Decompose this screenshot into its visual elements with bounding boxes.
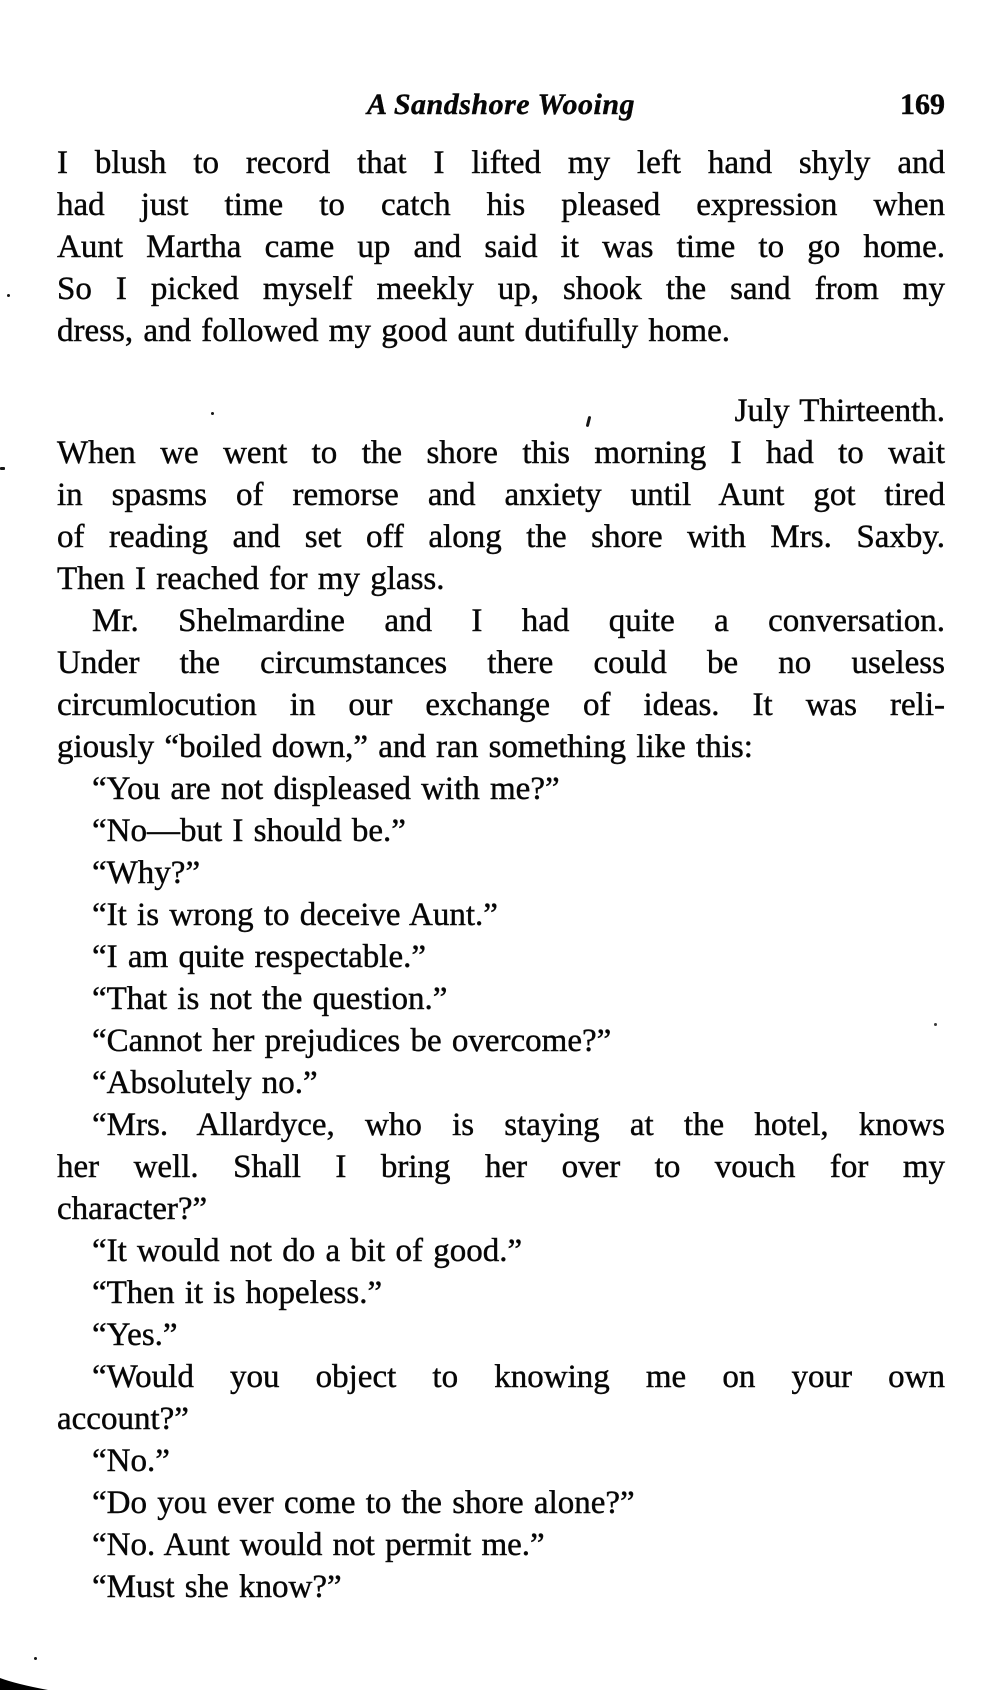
dialogue-paragraph [57,768,945,810]
dialogue-paragraph [57,1020,945,1062]
text-line: of reading and set off along the shore with Mrs. Saxby. [57,519,945,555]
page-number: 169 [900,88,945,121]
dialogue-paragraph [57,936,945,978]
text-line: “No.” [92,1443,170,1479]
dialogue-paragraph [57,1566,945,1608]
dialogue-paragraph [57,1272,945,1314]
text-line: “Mrs. Allardyce, who is staying at the hotel, knows [92,1107,945,1143]
narration-paragraph [57,600,945,768]
text-line: “Why?” [92,855,201,891]
dialogue-paragraph [57,1314,945,1356]
scan-speck [0,467,5,470]
text-line: “I am quite respectable.” [92,939,426,975]
text-line: “That is not the question.” [92,981,448,1017]
text-line: “No—but I should be.” [92,813,406,849]
text-line: July Thirteenth. [734,393,945,429]
text-line: had just time to catch his pleased expression when [57,187,945,223]
text-line: So I picked myself meekly up, shook the sand from my [57,271,945,307]
dialogue-paragraph [57,1230,945,1272]
running-title: A Sandshore Wooing [367,88,635,121]
dialogue-paragraph [57,1104,945,1230]
scan-speck [34,1657,37,1660]
text-line: character?” [57,1191,208,1227]
date-heading [57,390,945,432]
text-line: Then I reached for my glass. [57,561,445,597]
text-line: “Then it is hopeless.” [92,1275,383,1311]
text-line: “No. Aunt would not permit me.” [92,1527,545,1563]
text-line: “Must she know?” [92,1569,342,1605]
dialogue-paragraph [57,1440,945,1482]
dialogue-paragraph [57,1356,945,1440]
scan-speck [7,294,10,297]
dialogue-paragraph [57,894,945,936]
text-line: account?” [57,1401,189,1437]
text-line: giously “boiled down,” and ran something like this: [57,729,753,765]
scan-speck [211,412,214,415]
scan-artifact-corner [0,1675,48,1690]
text-line: circumlocution in our exchange of ideas. It was reli- [57,687,945,723]
text-line: Under the circumstances there could be no useless [57,645,945,681]
text-line: in spasms of remorse and anxiety until Aunt got tired [57,477,945,513]
dialogue-paragraph [57,978,945,1020]
text-line: “Yes.” [92,1317,178,1353]
text-line: When we went to the shore this morning I had to wait [57,435,945,471]
text-line: “Cannot her prejudices be overcome?” [92,1023,612,1059]
text-line: “It is wrong to deceive Aunt.” [92,897,498,933]
text-line: “Absolutely no.” [92,1065,318,1101]
text-line: her well. Shall I bring her over to vouch for my [57,1149,945,1185]
narration-paragraph [57,142,945,352]
text-line: “You are not displeased with me?” [92,771,560,807]
text-line: Aunt Martha came up and said it was time to go home. [57,229,945,265]
dialogue-paragraph [57,1482,945,1524]
text-line: I blush to record that I lifted my left hand shyly and [57,145,945,181]
text-line: Mr. Shelmardine and I had quite a conversation. [92,603,945,639]
text-line: “Would you object to knowing me on your own [92,1359,945,1395]
text-line: dress, and followed my good aunt dutifully home. [57,313,730,349]
dialogue-paragraph [57,810,945,852]
dialogue-paragraph [57,1524,945,1566]
text-line: “It would not do a bit of good.” [92,1233,523,1269]
narration-paragraph [57,432,945,600]
text-line: “Do you ever come to the shore alone?” [92,1485,635,1521]
dialogue-paragraph [57,1062,945,1104]
page-header [57,84,945,126]
scan-speck [934,1023,937,1026]
text-body [57,142,945,1608]
dialogue-paragraph [57,852,945,894]
